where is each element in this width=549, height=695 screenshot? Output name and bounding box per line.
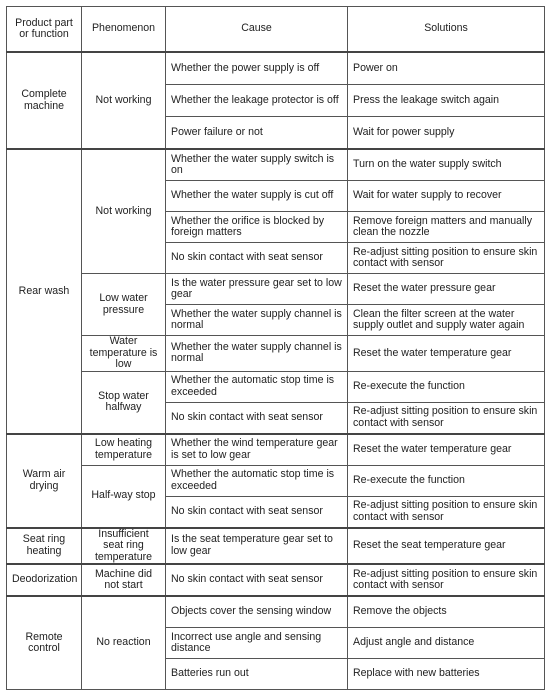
cause-cell: No skin contact with seat sensor — [166, 402, 348, 434]
phenomenon-cell: Low water pressure — [82, 274, 166, 336]
cause-cell: Whether the power supply is off — [166, 52, 348, 85]
table-row — [7, 596, 545, 628]
part-cell: Deodorization — [7, 564, 82, 596]
solution-cell: Re-adjust sitting position to ensure skin contact with sensor — [348, 243, 545, 274]
table-row — [7, 336, 545, 372]
solution-cell: Adjust angle and distance — [348, 628, 545, 659]
solution-cell: Remove foreign matters and manually clean the nozzle — [348, 212, 545, 243]
solution-cell: Press the leakage switch again — [348, 85, 545, 117]
phenomenon-cell: Insufficient seat ring temperature — [82, 528, 166, 565]
cause-cell: Whether the water supply is cut off — [166, 181, 348, 212]
header-phenomenon: Phenomenon — [82, 7, 166, 53]
header-cause: Cause — [166, 7, 348, 53]
phenomenon-cell: Half-way stop — [82, 465, 166, 528]
troubleshooting-table — [6, 6, 545, 690]
solution-cell: Replace with new batteries — [348, 659, 545, 690]
solution-cell: Re-adjust sitting position to ensure skin contact with sensor — [348, 402, 545, 434]
phenomenon-cell: Not working — [82, 149, 166, 274]
part-cell: Remote control — [7, 596, 82, 690]
part-cell: Warm air drying — [7, 434, 82, 528]
solution-cell: Wait for water supply to recover — [348, 181, 545, 212]
cause-cell: Whether the water supply channel is normal — [166, 336, 348, 372]
solution-cell: Reset the seat temperature gear — [348, 528, 545, 565]
part-cell: Seat ring heating — [7, 528, 82, 565]
header-part: Product part or function — [7, 7, 82, 53]
phenomenon-cell: Water temperature is low — [82, 336, 166, 372]
cause-cell: No skin contact with seat sensor — [166, 564, 348, 596]
cause-cell: Is the seat temperature gear set to low gear — [166, 528, 348, 565]
phenomenon-cell: Low heating temperature — [82, 434, 166, 466]
phenomenon-cell: Not working — [82, 52, 166, 149]
cause-cell: Batteries run out — [166, 659, 348, 690]
table-row — [7, 465, 545, 496]
header-solutions: Solutions — [348, 7, 545, 53]
cause-cell: Whether the automatic stop time is exceeded — [166, 371, 348, 402]
cause-cell: Is the water pressure gear set to low gear — [166, 274, 348, 305]
solution-cell: Reset the water pressure gear — [348, 274, 545, 305]
solution-cell: Clean the filter screen at the water supply outlet and supply water again — [348, 305, 545, 336]
part-cell: Complete machine — [7, 52, 82, 149]
phenomenon-cell: Machine did not start — [82, 564, 166, 596]
solution-cell: Re-execute the function — [348, 465, 545, 496]
cause-cell: Objects cover the sensing window — [166, 596, 348, 628]
phenomenon-cell: Stop water halfway — [82, 371, 166, 434]
troubleshooting-table-wrapper — [6, 6, 545, 690]
solution-cell: Re-adjust sitting position to ensure skin contact with sensor — [348, 496, 545, 528]
solution-cell: Remove the objects — [348, 596, 545, 628]
table-row — [7, 371, 545, 402]
table-row — [7, 52, 545, 85]
cause-cell: Whether the wind temperature gear is set to low gear — [166, 434, 348, 466]
cause-cell: No skin contact with seat sensor — [166, 496, 348, 528]
table-row — [7, 528, 545, 565]
table-row — [7, 149, 545, 181]
solution-cell: Re-adjust sitting position to ensure skin contact with sensor — [348, 564, 545, 596]
solution-cell: Power on — [348, 52, 545, 85]
solution-cell: Reset the water temperature gear — [348, 434, 545, 466]
solution-cell: Reset the water temperature gear — [348, 336, 545, 372]
cause-cell: Whether the water supply switch is on — [166, 149, 348, 181]
table-header-row — [7, 7, 545, 53]
table-row — [7, 564, 545, 596]
cause-cell: Whether the leakage protector is off — [166, 85, 348, 117]
cause-cell: Whether the water supply channel is normal — [166, 305, 348, 336]
solution-cell: Turn on the water supply switch — [348, 149, 545, 181]
phenomenon-cell: No reaction — [82, 596, 166, 690]
cause-cell: Whether the orifice is blocked by foreign matters — [166, 212, 348, 243]
solution-cell: Re-execute the function — [348, 371, 545, 402]
solution-cell: Wait for power supply — [348, 117, 545, 150]
cause-cell: No skin contact with seat sensor — [166, 243, 348, 274]
table-row — [7, 274, 545, 305]
cause-cell: Power failure or not — [166, 117, 348, 150]
part-cell: Rear wash — [7, 149, 82, 434]
cause-cell: Incorrect use angle and sensing distance — [166, 628, 348, 659]
table-row — [7, 434, 545, 466]
cause-cell: Whether the automatic stop time is exceeded — [166, 465, 348, 496]
